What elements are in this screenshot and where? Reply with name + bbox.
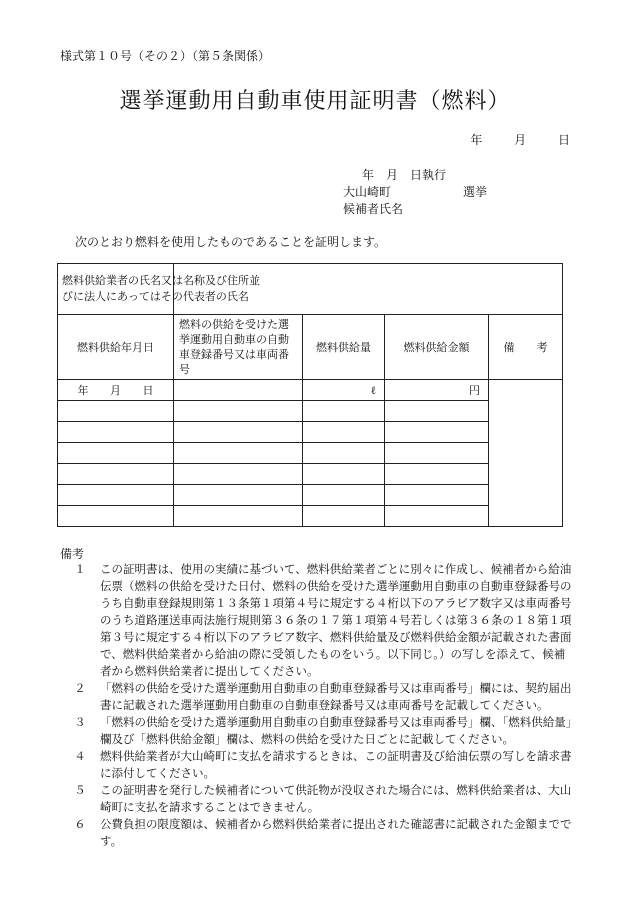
price-cell[interactable] [385, 422, 489, 443]
vehicle-cell[interactable] [174, 422, 303, 443]
note-number: ５ [74, 783, 86, 797]
form-number: 様式第１０号（その２）（第５条関係） [60, 49, 271, 63]
header-amount: 燃料供給量 [303, 315, 385, 380]
header-row [58, 315, 563, 380]
table-row [58, 506, 563, 527]
table-row [58, 464, 563, 485]
table-row [58, 422, 563, 443]
notes-list [60, 561, 572, 850]
notes-heading: 備考 [60, 547, 85, 561]
date-cell[interactable]: 年 月 日 [58, 380, 174, 401]
certification-statement: 次のとおり燃料を使用したものであることを証明します。 [75, 235, 387, 249]
note-number: １ [74, 562, 86, 576]
vehicle-cell[interactable] [174, 443, 303, 464]
note-number: ２ [74, 681, 86, 695]
page-title: 選挙運動用自動車使用証明書（燃料） [119, 89, 511, 114]
table-row [58, 380, 563, 401]
note-item [60, 816, 572, 850]
candidate-name-label: 候補者氏名 [343, 202, 404, 216]
vehicle-cell[interactable] [174, 401, 303, 422]
note-item [60, 782, 572, 816]
price-cell[interactable]: 円 [385, 380, 489, 401]
supplier-row [58, 264, 563, 315]
date-cell[interactable] [58, 422, 174, 443]
date-cell[interactable] [58, 464, 174, 485]
vehicle-cell[interactable] [174, 464, 303, 485]
vehicle-cell[interactable] [174, 380, 303, 401]
amount-cell[interactable] [303, 464, 385, 485]
note-text: 「燃料の供給を受けた選挙運動用自動車の自動車登録番号又は車両番号」欄には、契約届出書に記載された選挙運動用自動車の自動車登録番号又は車両番号を記載してください。 [100, 681, 572, 712]
note-text: この証明書を発行した候補者について供託物が没収された場合には、燃料供給業者は、大山崎町に支払を請求することはできません。 [100, 783, 572, 814]
note-number: ４ [74, 749, 86, 763]
fuel-table [57, 263, 563, 527]
header-vehicle: 燃料の供給を受けた選挙運動用自動車の自動車登録番号又は車両番号 [174, 315, 303, 380]
header-price: 燃料供給金額 [385, 315, 489, 380]
election-type: 選挙 [463, 185, 488, 199]
election-date: 年 月 日執行 [362, 168, 447, 182]
note-text: この証明書は、使用の実績に基づいて、燃料供給業者ごとに別々に作成し、候補者から給油伝票（燃料の供給を受けた日付、燃料の供給を受けた選挙運動用自動車の自動車登録番号のうち自動車登録規則第１３条第１項第４号に規定する４桁以下のアラビア数字又は車両番号のうち道路運送車両法施行規則第３６条の１７第１項第４号若しくは第３６条の１８第１項第３号に規定する４桁以下のアラビア数字、燃料供給量及び燃料供給金額が記載された書面で、燃料供給業者から給油の際に受領したものをいう。以下同じ。）の写しを添えて、候補者から燃料供給業者に提出してください。 [100, 562, 572, 678]
note-number: ６ [74, 817, 86, 831]
header-remarks: 備 考 [489, 315, 563, 380]
issue-date: 年 月 日 [470, 133, 570, 147]
note-item [60, 561, 572, 680]
note-number: ３ [74, 715, 86, 729]
table-row [58, 443, 563, 464]
note-item [60, 680, 572, 714]
remarks-cell[interactable] [489, 380, 563, 527]
date-cell[interactable] [58, 485, 174, 506]
date-cell[interactable] [58, 443, 174, 464]
header-date: 燃料供給年月日 [58, 315, 174, 380]
note-text: 公費負担の限度額は、候補者から燃料供給業者に提出された確認書に記載された金額までです。 [100, 817, 572, 848]
price-cell[interactable] [385, 464, 489, 485]
amount-cell[interactable] [303, 485, 385, 506]
note-item [60, 714, 572, 748]
note-text: 燃料供給業者が大山崎町に支払を請求するときは、この証明書及び給油伝票の写しを請求書に添付してください。 [100, 749, 572, 780]
date-cell[interactable] [58, 401, 174, 422]
price-cell[interactable] [385, 443, 489, 464]
supplier-label: 燃料供給業者の氏名又は名称及び住所並びに法人にあってはその代表者の氏名 [58, 264, 174, 315]
note-text: 「燃料の供給を受けた選挙運動用自動車の自動車登録番号又は車両番号」欄、「燃料供給量」欄及び「燃料供給金額」欄は、燃料の供給を受けた日ごとに記載してください。 [100, 715, 572, 746]
table-row [58, 485, 563, 506]
vehicle-cell[interactable] [174, 485, 303, 506]
price-cell[interactable] [385, 401, 489, 422]
amount-cell[interactable]: ℓ [303, 380, 385, 401]
note-item [60, 748, 572, 782]
price-cell[interactable] [385, 506, 489, 527]
amount-cell[interactable] [303, 422, 385, 443]
amount-cell[interactable] [303, 443, 385, 464]
vehicle-cell[interactable] [174, 506, 303, 527]
table-row [58, 401, 563, 422]
municipality: 大山崎町 [343, 185, 392, 199]
date-cell[interactable] [58, 506, 174, 527]
price-cell[interactable] [385, 485, 489, 506]
amount-cell[interactable] [303, 506, 385, 527]
amount-cell[interactable] [303, 401, 385, 422]
